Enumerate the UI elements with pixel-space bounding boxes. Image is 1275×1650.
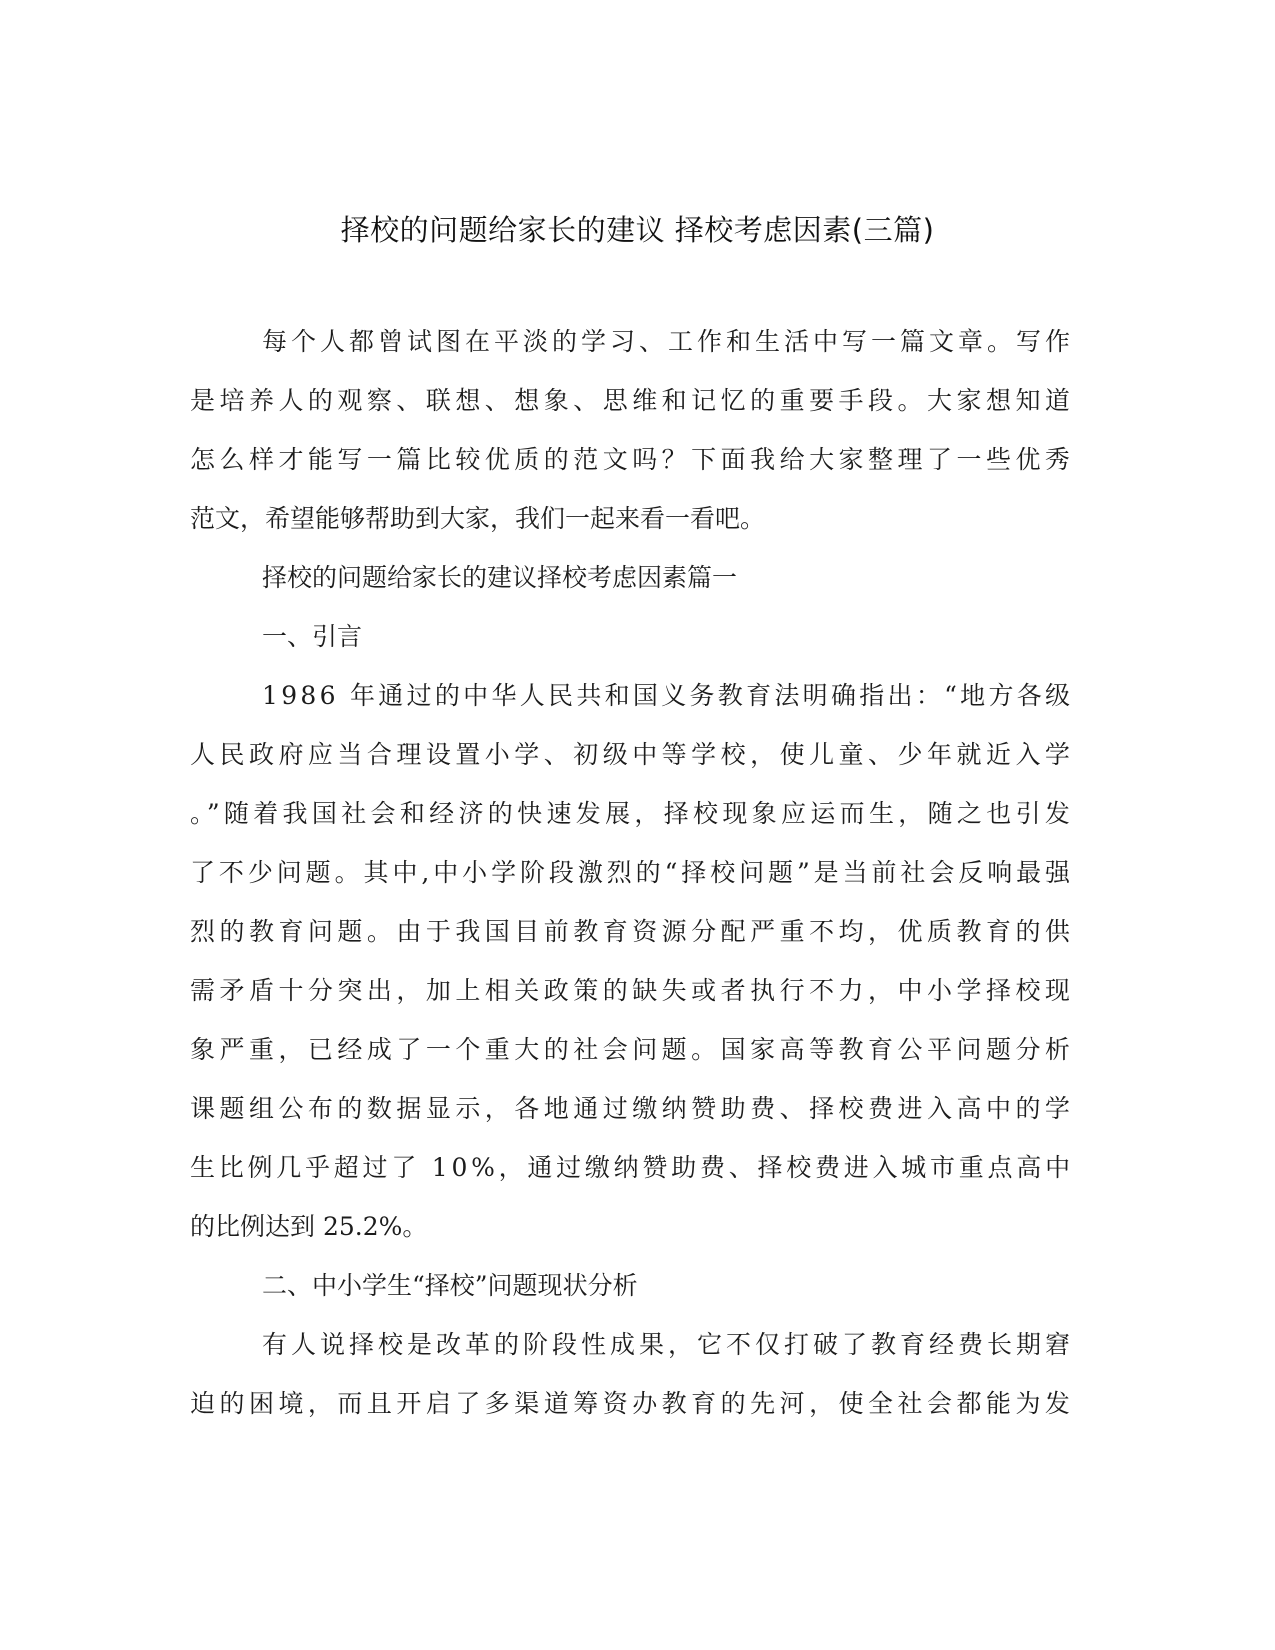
- paragraph-line: 1986 年通过的中华人民共和国义务教育法明确指出：“地方各级: [262, 681, 1074, 710]
- paragraph-line: 的比例达到 25.2%。: [190, 1212, 428, 1241]
- paragraph-line: 象严重，已经成了一个重大的社会问题。国家高等教育公平问题分析: [190, 1035, 1075, 1064]
- paragraph-line: 人民政府应当合理设置小学、初级中等学校，使儿童、少年就近入学: [190, 740, 1075, 769]
- paragraph-line: 迫的困境，而且开启了多渠道筹资办教育的先河，使全社会都能为发: [190, 1389, 1075, 1418]
- paragraph-line: 课题组公布的数据显示，各地通过缴纳赞助费、择校费进入高中的学: [190, 1094, 1075, 1123]
- section-heading: 二、中小学生“择校”问题现状分析: [262, 1271, 638, 1300]
- paragraph-line: 是培养人的观察、联想、想象、思维和记忆的重要手段。大家想知道: [190, 386, 1075, 415]
- document-title: 择校的问题给家长的建议 择校考虑因素(三篇): [340, 213, 935, 247]
- paragraph-line: 。”随着我国社会和经济的快速发展，择校现象应运而生，随之也引发: [190, 799, 1075, 828]
- paragraph-line: 生比例几乎超过了 10%，通过缴纳赞助费、择校费进入城市重点高中: [190, 1153, 1074, 1182]
- section-heading: 择校的问题给家长的建议择校考虑因素篇一: [262, 563, 738, 592]
- section-heading: 一、引言: [262, 622, 363, 651]
- paragraph-line: 怎么样才能写一篇比较优质的范文吗？下面我给大家整理了一些优秀: [190, 445, 1075, 474]
- paragraph-line: 烈的教育问题。由于我国目前教育资源分配严重不均，优质教育的供: [190, 917, 1075, 946]
- paragraph-line: 了不少问题。其中,中小学阶段激烈的“择校问题”是当前社会反响最强: [190, 858, 1074, 887]
- paragraph-line: 需矛盾十分突出，加上相关政策的缺失或者执行不力，中小学择校现: [190, 976, 1075, 1005]
- paragraph-line: 每个人都曾试图在平淡的学习、工作和生活中写一篇文章。写作: [262, 327, 1075, 356]
- paragraph-line: 范文，希望能够帮助到大家，我们一起来看一看吧。: [190, 504, 766, 533]
- paragraph-line: 有人说择校是改革的阶段性成果，它不仅打破了教育经费长期窘: [262, 1330, 1075, 1359]
